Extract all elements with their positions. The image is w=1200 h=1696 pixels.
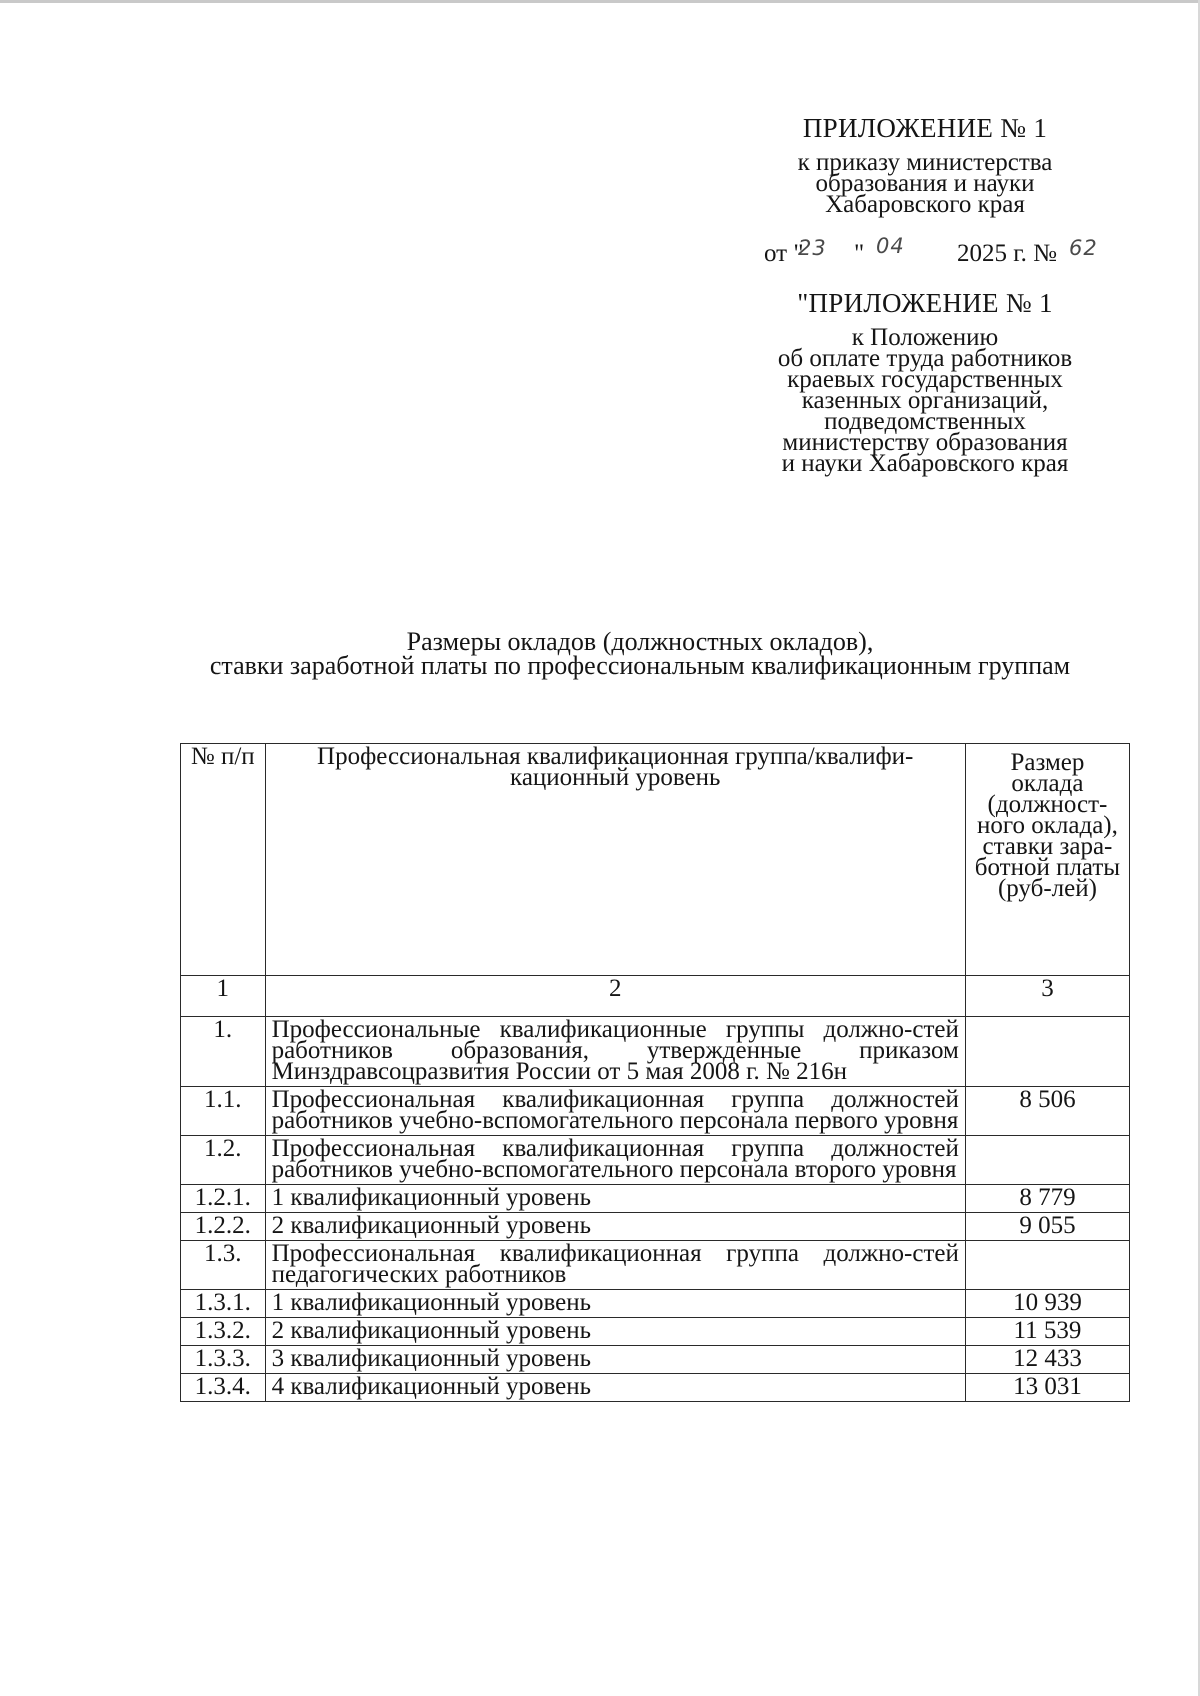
- row-num: 1.3.: [181, 1241, 266, 1290]
- order-date-day-handwritten: 23: [798, 236, 827, 260]
- table-header-row: [181, 744, 1130, 976]
- order-date-quote-close: ": [854, 240, 865, 267]
- appendix-order-title: ПРИЛОЖЕНИЕ № 1: [802, 113, 1048, 143]
- table-row: [181, 1346, 1130, 1374]
- table-row: [181, 1241, 1130, 1290]
- appendix-regulation-line-2: об оплате труда работников: [777, 345, 1073, 372]
- table-row: [181, 1374, 1130, 1402]
- document-title-line-1: Размеры окладов (должностных окладов),: [406, 627, 874, 656]
- order-date-year: 2025 г. №: [957, 240, 1058, 267]
- appendix-order-line-3: Хабаровского края: [825, 191, 1025, 218]
- order-number-handwritten: 62: [1069, 236, 1098, 260]
- appendix-order-line-2: образования и науки: [815, 170, 1035, 197]
- header-name: Профессиональная квалификационная группа/квалифи-кационный уровень: [265, 744, 965, 976]
- row-value: 10 939: [965, 1290, 1129, 1318]
- document-title: [140, 627, 1140, 680]
- row-value: [965, 1017, 1129, 1087]
- header-num: № п/п: [181, 744, 266, 976]
- row-name: Профессиональная квалификационная группа должностей работников учебно-вспомогательного персонала первого уровня: [265, 1087, 965, 1136]
- salary-table: [180, 743, 1130, 1402]
- row-num: 1.2.: [181, 1136, 266, 1185]
- appendix-regulation-block: [745, 288, 1105, 477]
- row-num: 1.2.2.: [181, 1213, 266, 1241]
- row-name: 1 квалификационный уровень: [265, 1290, 965, 1318]
- row-num: 1.2.1.: [181, 1185, 266, 1213]
- order-date-month-handwritten: 04: [876, 234, 905, 258]
- table-row: [181, 1213, 1130, 1241]
- appendix-regulation-line-7: и науки Хабаровского края: [781, 450, 1069, 477]
- row-value: 13 031: [965, 1374, 1129, 1402]
- scan-edge-top: [0, 0, 1200, 3]
- row-value: 11 539: [965, 1318, 1129, 1346]
- table-row: [181, 1017, 1130, 1087]
- row-name: Профессиональная квалификационная группа должно-стей педагогических работников: [265, 1241, 965, 1290]
- row-num: 1.1.: [181, 1087, 266, 1136]
- appendix-regulation-line-3: краевых государственных: [787, 366, 1063, 393]
- row-value: 8 779: [965, 1185, 1129, 1213]
- appendix-regulation-line-5: подведомственных: [824, 408, 1026, 435]
- row-value: [965, 1241, 1129, 1290]
- row-name: 3 квалификационный уровень: [265, 1346, 965, 1374]
- table-index-row: [181, 976, 1130, 1017]
- appendix-regulation-line-6: министерству образования: [782, 429, 1068, 456]
- row-name: Профессиональная квалификационная группа должностей работников учебно-вспомогательного персонала второго уровня: [265, 1136, 965, 1185]
- table-row: [181, 1318, 1130, 1346]
- row-value: 9 055: [965, 1213, 1129, 1241]
- row-num: 1.3.4.: [181, 1374, 266, 1402]
- table-row: [181, 1290, 1130, 1318]
- appendix-regulation-title: "ПРИЛОЖЕНИЕ № 1: [797, 288, 1053, 318]
- table-row: [181, 1185, 1130, 1213]
- order-date-prefix: от ": [764, 240, 804, 267]
- row-num: 1.3.1.: [181, 1290, 266, 1318]
- appendix-regulation-line-4: казенных организаций,: [801, 387, 1049, 414]
- table-row: [181, 1136, 1130, 1185]
- index-cell-3: 3: [965, 976, 1129, 1017]
- row-value: [965, 1136, 1129, 1185]
- document-title-line-2: ставки заработной платы по профессиональным квалификационным группам: [209, 651, 1071, 680]
- row-value: 8 506: [965, 1087, 1129, 1136]
- row-num: 1.3.2.: [181, 1318, 266, 1346]
- row-name: Профессиональные квалификационные группы должно-стей работников образования, утвержденные приказом Минздравсоцразвития России от 5 мая 2008 г. № 216н: [265, 1017, 965, 1087]
- index-cell-1: 1: [181, 976, 266, 1017]
- index-cell-2: 2: [265, 976, 965, 1017]
- appendix-order-block: [745, 113, 1105, 218]
- row-num: 1.3.3.: [181, 1346, 266, 1374]
- table-row: [181, 1087, 1130, 1136]
- row-name: 2 квалификационный уровень: [265, 1318, 965, 1346]
- appendix-order-line-1: к приказу министерства: [797, 149, 1053, 176]
- row-name: 4 квалификационный уровень: [265, 1374, 965, 1402]
- row-value: 12 433: [965, 1346, 1129, 1374]
- row-name: 2 квалификационный уровень: [265, 1213, 965, 1241]
- appendix-regulation-line-1: к Положению: [851, 324, 999, 351]
- row-num: 1.: [181, 1017, 266, 1087]
- header-size: Размер оклада (должност-ного оклада), ставки зара-ботной платы (руб-лей): [965, 744, 1129, 976]
- row-name: 1 квалификационный уровень: [265, 1185, 965, 1213]
